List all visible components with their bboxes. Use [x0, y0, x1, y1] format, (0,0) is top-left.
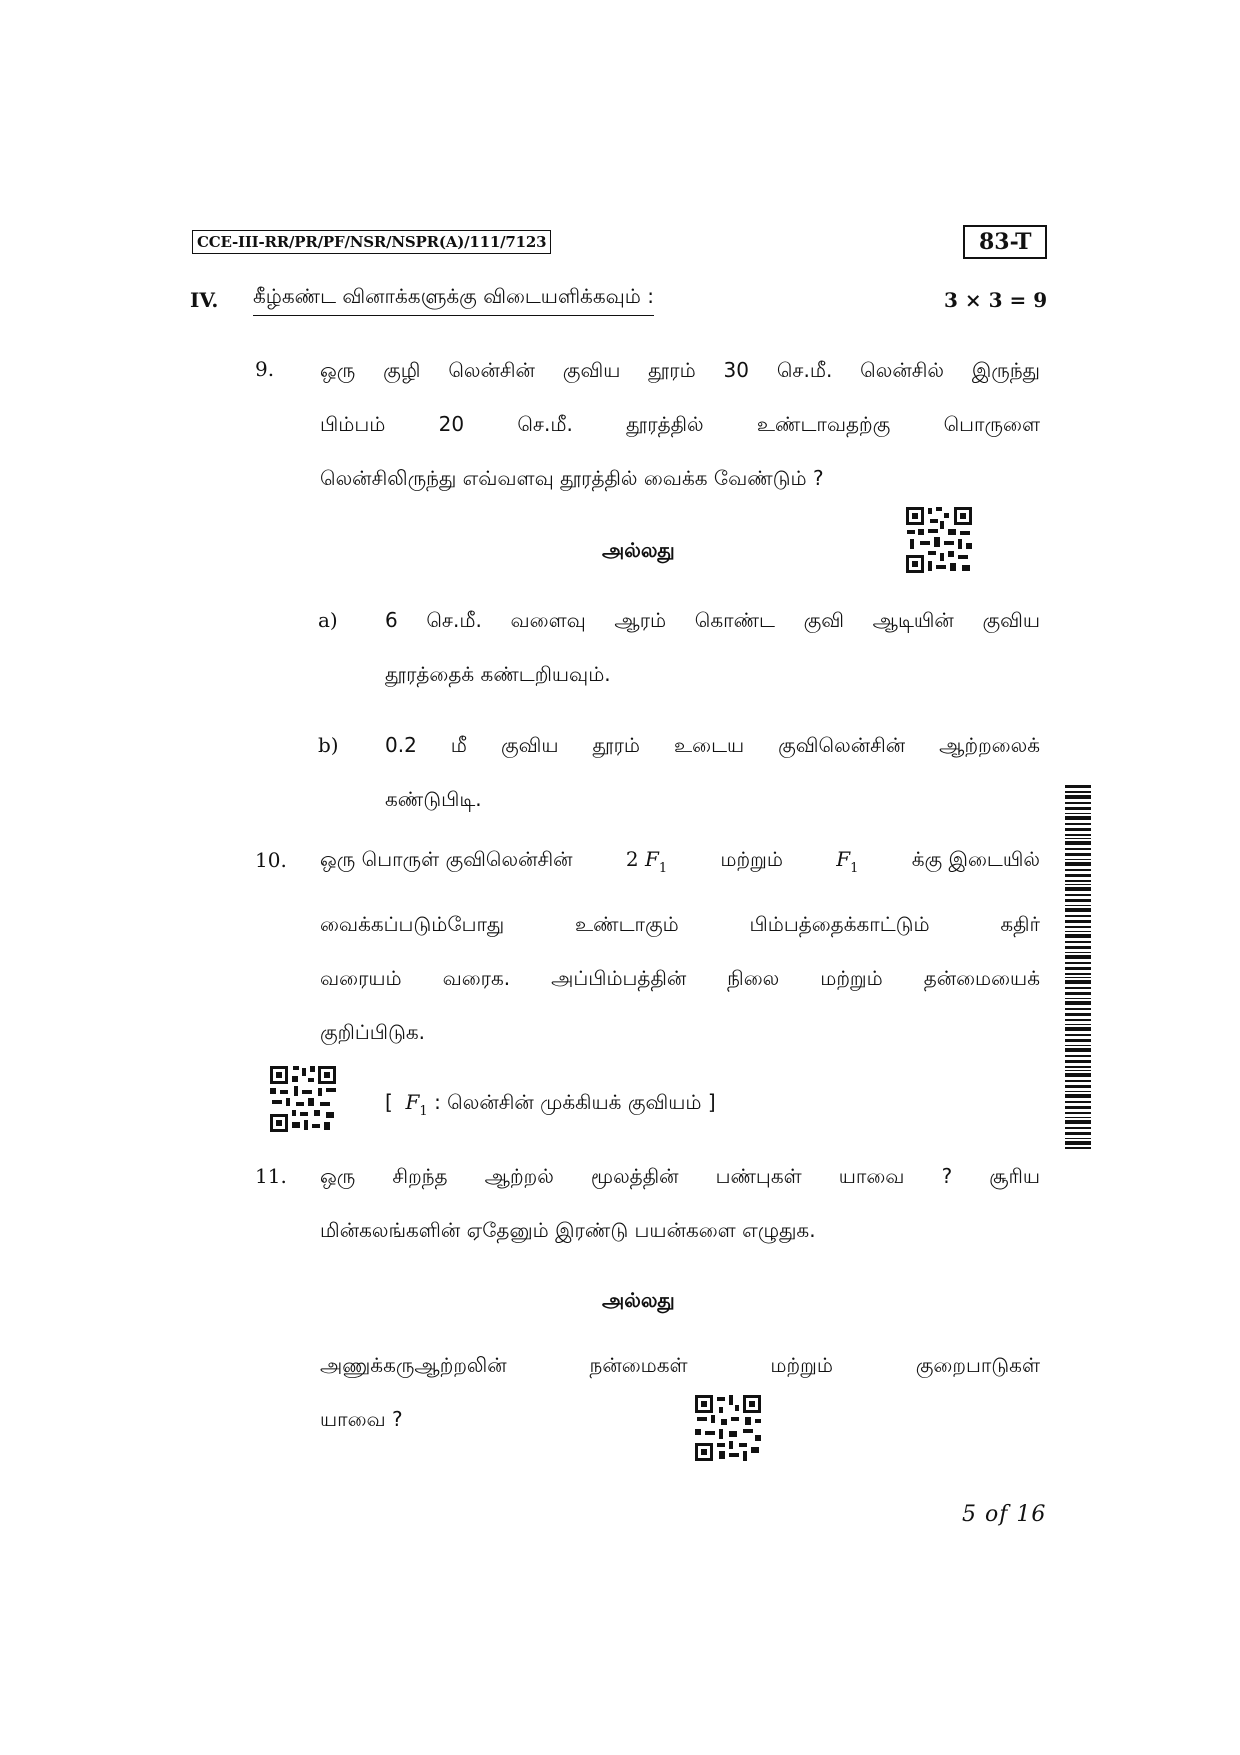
question-11-line-2: மின்கலங்களின் ஏதேனும் இரண்டு பயன்களை எழுதுக. [320, 1218, 816, 1242]
question-9-number: 9. [255, 357, 275, 381]
question-11-line-1: ஒரு சிறந்த ஆற்றல் மூலத்தின் பண்புகள் யாவை ? சூரிய [320, 1164, 1040, 1188]
formula-f1: $F_1$ [836, 847, 859, 876]
question-9a-line-1: 6 செ.மீ. வளைவு ஆரம் கொண்ட குவி ஆடியின் குவிய [385, 608, 1040, 632]
qr-code-icon [904, 505, 974, 575]
section-number: IV. [190, 288, 219, 312]
section-marks: 3 × 3 = 9 [944, 288, 1048, 312]
question-10-line-1-mid: மற்றும் [720, 847, 783, 871]
question-10-number: 10. [255, 848, 287, 872]
question-9-line-2: பிம்பம் 20 செ.மீ. தூரத்தில் உண்டாவதற்கு பொருளை [320, 412, 1040, 436]
question-paper-code: CCE-III-RR/PR/PF/NSR/NSPR(A)/111/7123 [192, 230, 551, 254]
paper-number: 83-T [963, 225, 1047, 259]
question-9-line-1: ஒரு குழி லென்சின் குவிய தூரம் 30 செ.மீ. லென்சில் இருந்து [320, 358, 1040, 382]
formula-2f1: 2 $F_1$ [625, 847, 668, 876]
question-9b-label: b) [318, 733, 339, 757]
question-9b-line-2: கண்டுபிடி. [385, 787, 482, 811]
section-title: கீழ்கண்ட வினாக்களுக்கு விடையளிக்கவும் : [253, 284, 654, 316]
question-9b-line-1: 0.2 மீ குவிய தூரம் உடைய குவிலென்சின் ஆற்றலைக் [385, 733, 1040, 757]
qr-code-icon [268, 1064, 338, 1134]
question-11-or: அல்லது [602, 1288, 675, 1312]
question-9-or: அல்லது [602, 538, 675, 562]
question-11-alt-line-2: யாவை ? [320, 1407, 403, 1431]
question-9-line-3: லென்சிலிருந்து எவ்வளவு தூரத்தில் வைக்க வேண்டும் ? [320, 466, 824, 490]
focus-note: [ $F_1$ : லென்சின் முக்கியக் குவியம் ] [385, 1090, 716, 1119]
barcode-icon [1065, 785, 1091, 1150]
question-10-line-1 [320, 845, 1040, 883]
qr-code-icon [693, 1393, 763, 1463]
question-11-number: 11. [255, 1164, 287, 1188]
question-9a-line-2: தூரத்தைக் கண்டறியவும். [385, 662, 611, 686]
question-10-line-3: வரையம் வரைக. அப்பிம்பத்தின் நிலை மற்றும் தன்மையைக் [320, 966, 1040, 990]
question-10-line-4: குறிப்பிடுக. [320, 1020, 425, 1044]
question-11-alt-line-1: அணுக்கருஆற்றலின் நன்மைகள் மற்றும் குறைபாடுகள் [320, 1353, 1040, 1377]
question-9a-label: a) [318, 608, 338, 632]
question-10-line-1-end: க்கு இடையில் [911, 847, 1040, 871]
question-10-line-1-start: ஒரு பொருள் குவிலென்சின் [320, 847, 573, 871]
page-number: 5 of 16 [962, 1502, 1047, 1527]
question-10-line-2: வைக்கப்படும்போது உண்டாகும் பிம்பத்தைக்காட்டும் கதிர் [320, 912, 1040, 936]
